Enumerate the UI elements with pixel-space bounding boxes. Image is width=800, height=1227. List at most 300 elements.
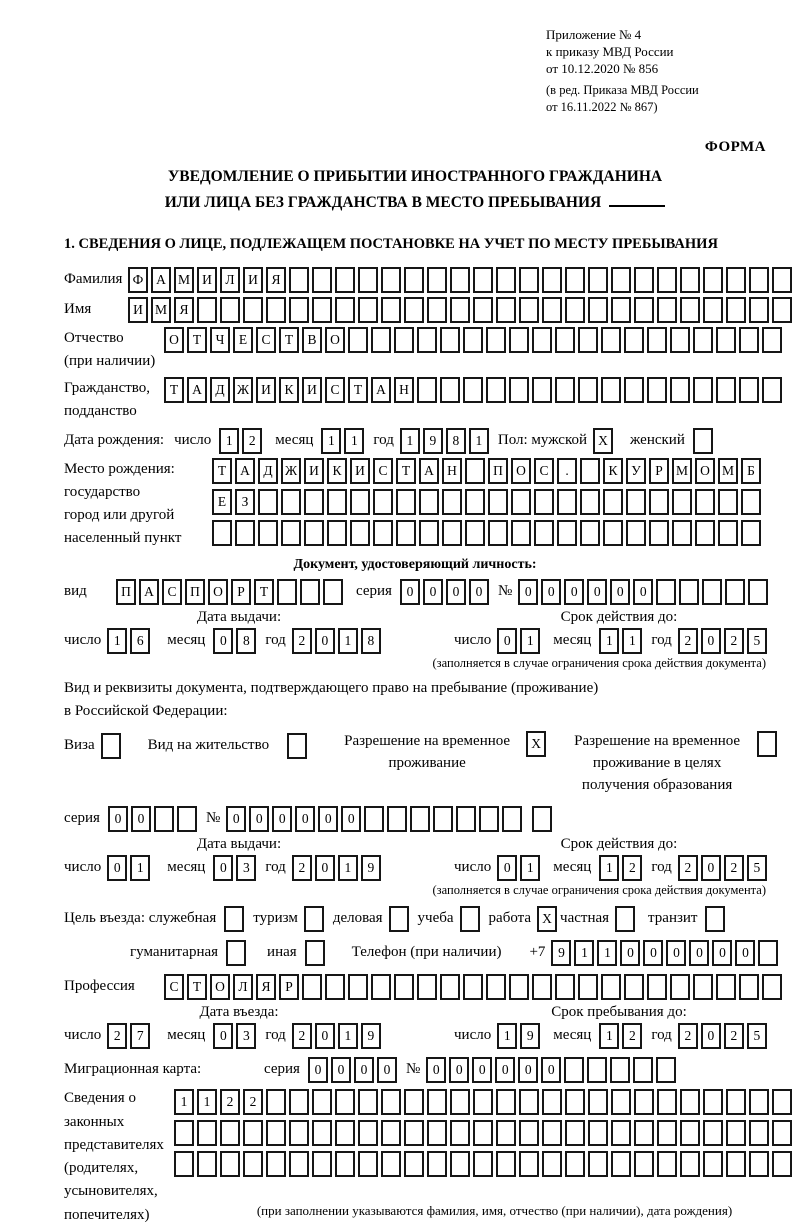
- char-cell[interactable]: П: [116, 579, 136, 605]
- char-cell[interactable]: [705, 906, 725, 932]
- char-cell[interactable]: 1: [338, 855, 358, 881]
- char-cell[interactable]: [450, 1089, 470, 1115]
- char-cell[interactable]: А: [235, 458, 255, 484]
- char-cell[interactable]: 1: [321, 428, 341, 454]
- char-cell[interactable]: 2: [622, 1023, 642, 1049]
- purpose-work-checkbox[interactable]: [537, 906, 560, 932]
- char-cell[interactable]: Я: [174, 297, 194, 323]
- char-cell[interactable]: [327, 520, 347, 546]
- char-cell[interactable]: [555, 327, 575, 353]
- char-cell[interactable]: М: [718, 458, 738, 484]
- char-cell[interactable]: [266, 297, 286, 323]
- char-cell[interactable]: Т: [212, 458, 232, 484]
- char-cell[interactable]: [304, 489, 324, 515]
- res-valid-month-input[interactable]: [599, 855, 645, 881]
- char-cell[interactable]: [419, 489, 439, 515]
- char-cell[interactable]: [532, 806, 552, 832]
- char-cell[interactable]: [532, 377, 552, 403]
- char-cell[interactable]: 9: [520, 1023, 540, 1049]
- char-cell[interactable]: [611, 1089, 631, 1115]
- char-cell[interactable]: 2: [622, 855, 642, 881]
- char-cell[interactable]: Т: [254, 579, 274, 605]
- surname-input[interactable]: [128, 267, 795, 293]
- char-cell[interactable]: 1: [174, 1089, 194, 1115]
- char-cell[interactable]: О: [210, 974, 230, 1000]
- char-cell[interactable]: М: [151, 297, 171, 323]
- char-cell[interactable]: 0: [315, 628, 335, 654]
- char-cell[interactable]: [634, 1151, 654, 1177]
- char-cell[interactable]: [302, 974, 322, 1000]
- char-cell[interactable]: [578, 327, 598, 353]
- char-cell[interactable]: [442, 520, 462, 546]
- char-cell[interactable]: А: [139, 579, 159, 605]
- char-cell[interactable]: 0: [701, 628, 721, 654]
- char-cell[interactable]: Я: [266, 267, 286, 293]
- char-cell[interactable]: 6: [130, 628, 150, 654]
- char-cell[interactable]: [281, 520, 301, 546]
- char-cell[interactable]: 9: [551, 940, 571, 966]
- char-cell[interactable]: [496, 1151, 516, 1177]
- doc-type-input[interactable]: [116, 579, 346, 605]
- char-cell[interactable]: [440, 974, 460, 1000]
- char-cell[interactable]: [726, 267, 746, 293]
- char-cell[interactable]: [427, 1151, 447, 1177]
- char-cell[interactable]: [703, 297, 723, 323]
- char-cell[interactable]: 9: [361, 855, 381, 881]
- char-cell[interactable]: [762, 377, 782, 403]
- char-cell[interactable]: [312, 267, 332, 293]
- char-cell[interactable]: А: [419, 458, 439, 484]
- char-cell[interactable]: 2: [724, 855, 744, 881]
- char-cell[interactable]: [656, 1057, 676, 1083]
- char-cell[interactable]: [647, 377, 667, 403]
- char-cell[interactable]: 1: [599, 855, 619, 881]
- char-cell[interactable]: [371, 974, 391, 1000]
- char-cell[interactable]: Б: [741, 458, 761, 484]
- char-cell[interactable]: 2: [107, 1023, 127, 1049]
- id-issue-year-input[interactable]: [292, 628, 384, 654]
- char-cell[interactable]: [427, 297, 447, 323]
- char-cell[interactable]: 2: [292, 1023, 312, 1049]
- char-cell[interactable]: [456, 806, 476, 832]
- char-cell[interactable]: [277, 579, 297, 605]
- char-cell[interactable]: [509, 377, 529, 403]
- char-cell[interactable]: [519, 1151, 539, 1177]
- char-cell[interactable]: [726, 1151, 746, 1177]
- char-cell[interactable]: 8: [361, 628, 381, 654]
- sex-male-checkbox[interactable]: [593, 428, 616, 454]
- char-cell[interactable]: [287, 733, 307, 759]
- char-cell[interactable]: [757, 731, 777, 757]
- char-cell[interactable]: [220, 1120, 240, 1146]
- char-cell[interactable]: [509, 974, 529, 1000]
- char-cell[interactable]: [335, 1089, 355, 1115]
- char-cell[interactable]: А: [371, 377, 391, 403]
- char-cell[interactable]: [381, 1120, 401, 1146]
- char-cell[interactable]: 0: [541, 1057, 561, 1083]
- id-valid-day-input[interactable]: [497, 628, 543, 654]
- char-cell[interactable]: [496, 1089, 516, 1115]
- char-cell[interactable]: [749, 1120, 769, 1146]
- profession-input[interactable]: [164, 974, 785, 1000]
- char-cell[interactable]: 0: [587, 579, 607, 605]
- char-cell[interactable]: [542, 1120, 562, 1146]
- char-cell[interactable]: [300, 579, 320, 605]
- char-cell[interactable]: 2: [678, 1023, 698, 1049]
- char-cell[interactable]: 1: [344, 428, 364, 454]
- char-cell[interactable]: Т: [187, 974, 207, 1000]
- stay-day-input[interactable]: [497, 1023, 543, 1049]
- char-cell[interactable]: [580, 520, 600, 546]
- char-cell[interactable]: А: [151, 267, 171, 293]
- char-cell[interactable]: 2: [678, 855, 698, 881]
- char-cell[interactable]: [404, 1120, 424, 1146]
- char-cell[interactable]: 0: [518, 1057, 538, 1083]
- char-cell[interactable]: 1: [107, 628, 127, 654]
- char-cell[interactable]: 0: [666, 940, 686, 966]
- purpose-private-checkbox[interactable]: [615, 906, 638, 932]
- char-cell[interactable]: [670, 327, 690, 353]
- char-cell[interactable]: [350, 489, 370, 515]
- char-cell[interactable]: [588, 1089, 608, 1115]
- char-cell[interactable]: 3: [236, 1023, 256, 1049]
- char-cell[interactable]: [502, 806, 522, 832]
- char-cell[interactable]: [542, 1089, 562, 1115]
- char-cell[interactable]: [657, 1151, 677, 1177]
- char-cell[interactable]: [532, 327, 552, 353]
- char-cell[interactable]: [588, 297, 608, 323]
- char-cell[interactable]: X: [537, 906, 557, 932]
- char-cell[interactable]: Т: [279, 327, 299, 353]
- char-cell[interactable]: 0: [272, 806, 292, 832]
- char-cell[interactable]: [657, 1089, 677, 1115]
- char-cell[interactable]: [450, 297, 470, 323]
- entry-month-input[interactable]: [213, 1023, 259, 1049]
- char-cell[interactable]: [716, 327, 736, 353]
- char-cell[interactable]: [496, 267, 516, 293]
- char-cell[interactable]: [580, 489, 600, 515]
- char-cell[interactable]: 2: [724, 628, 744, 654]
- char-cell[interactable]: [580, 458, 600, 484]
- char-cell[interactable]: 0: [213, 855, 233, 881]
- guardians-row3-input[interactable]: [174, 1151, 795, 1177]
- char-cell[interactable]: Е: [233, 327, 253, 353]
- char-cell[interactable]: [519, 297, 539, 323]
- char-cell[interactable]: [224, 906, 244, 932]
- char-cell[interactable]: [427, 1120, 447, 1146]
- char-cell[interactable]: И: [302, 377, 322, 403]
- char-cell[interactable]: Д: [210, 377, 230, 403]
- char-cell[interactable]: С: [164, 974, 184, 1000]
- char-cell[interactable]: [741, 489, 761, 515]
- char-cell[interactable]: 0: [620, 940, 640, 966]
- char-cell[interactable]: [486, 377, 506, 403]
- char-cell[interactable]: [312, 1120, 332, 1146]
- char-cell[interactable]: 5: [747, 855, 767, 881]
- char-cell[interactable]: [358, 1089, 378, 1115]
- char-cell[interactable]: [258, 520, 278, 546]
- char-cell[interactable]: [532, 974, 552, 1000]
- char-cell[interactable]: [427, 267, 447, 293]
- char-cell[interactable]: [312, 297, 332, 323]
- char-cell[interactable]: [463, 377, 483, 403]
- char-cell[interactable]: [534, 520, 554, 546]
- char-cell[interactable]: [557, 489, 577, 515]
- char-cell[interactable]: 0: [610, 579, 630, 605]
- char-cell[interactable]: Е: [212, 489, 232, 515]
- char-cell[interactable]: [649, 520, 669, 546]
- char-cell[interactable]: [381, 297, 401, 323]
- char-cell[interactable]: [440, 377, 460, 403]
- char-cell[interactable]: [587, 1057, 607, 1083]
- id-valid-year-input[interactable]: [678, 628, 770, 654]
- char-cell[interactable]: [633, 1057, 653, 1083]
- guardians-row1-input[interactable]: [174, 1089, 795, 1115]
- char-cell[interactable]: [634, 1089, 654, 1115]
- guardians-row2-input[interactable]: [174, 1120, 795, 1146]
- char-cell[interactable]: [404, 267, 424, 293]
- char-cell[interactable]: О: [164, 327, 184, 353]
- char-cell[interactable]: [289, 297, 309, 323]
- char-cell[interactable]: 5: [747, 628, 767, 654]
- citizenship-input[interactable]: [164, 377, 785, 403]
- char-cell[interactable]: X: [526, 731, 546, 757]
- char-cell[interactable]: С: [162, 579, 182, 605]
- char-cell[interactable]: [519, 1120, 539, 1146]
- char-cell[interactable]: [419, 520, 439, 546]
- char-cell[interactable]: [703, 1089, 723, 1115]
- char-cell[interactable]: [243, 1151, 263, 1177]
- char-cell[interactable]: 1: [197, 1089, 217, 1115]
- char-cell[interactable]: [266, 1120, 286, 1146]
- char-cell[interactable]: [647, 974, 667, 1000]
- char-cell[interactable]: [396, 489, 416, 515]
- char-cell[interactable]: 8: [236, 628, 256, 654]
- char-cell[interactable]: [358, 297, 378, 323]
- char-cell[interactable]: [762, 327, 782, 353]
- char-cell[interactable]: [534, 489, 554, 515]
- char-cell[interactable]: [634, 297, 654, 323]
- char-cell[interactable]: [772, 1151, 792, 1177]
- char-cell[interactable]: И: [350, 458, 370, 484]
- char-cell[interactable]: [739, 377, 759, 403]
- char-cell[interactable]: [680, 1151, 700, 1177]
- entry-year-input[interactable]: [292, 1023, 384, 1049]
- char-cell[interactable]: 0: [318, 806, 338, 832]
- char-cell[interactable]: [680, 1089, 700, 1115]
- char-cell[interactable]: 0: [541, 579, 561, 605]
- char-cell[interactable]: 0: [226, 806, 246, 832]
- char-cell[interactable]: С: [534, 458, 554, 484]
- char-cell[interactable]: [220, 297, 240, 323]
- char-cell[interactable]: [578, 377, 598, 403]
- char-cell[interactable]: [496, 297, 516, 323]
- char-cell[interactable]: [762, 974, 782, 1000]
- char-cell[interactable]: 1: [469, 428, 489, 454]
- char-cell[interactable]: [726, 1120, 746, 1146]
- char-cell[interactable]: [442, 489, 462, 515]
- char-cell[interactable]: [601, 377, 621, 403]
- char-cell[interactable]: 0: [426, 1057, 446, 1083]
- char-cell[interactable]: [364, 806, 384, 832]
- char-cell[interactable]: [649, 489, 669, 515]
- char-cell[interactable]: К: [603, 458, 623, 484]
- char-cell[interactable]: [197, 297, 217, 323]
- char-cell[interactable]: 0: [315, 1023, 335, 1049]
- char-cell[interactable]: [565, 1120, 585, 1146]
- char-cell[interactable]: 0: [518, 579, 538, 605]
- purpose-business-checkbox[interactable]: [389, 906, 412, 932]
- char-cell[interactable]: [748, 579, 768, 605]
- char-cell[interactable]: [624, 327, 644, 353]
- entry-day-input[interactable]: [107, 1023, 153, 1049]
- char-cell[interactable]: [565, 1151, 585, 1177]
- char-cell[interactable]: [634, 267, 654, 293]
- char-cell[interactable]: Р: [231, 579, 251, 605]
- doc-series-input[interactable]: [400, 579, 492, 605]
- char-cell[interactable]: 0: [495, 1057, 515, 1083]
- char-cell[interactable]: 1: [497, 1023, 517, 1049]
- char-cell[interactable]: [703, 1151, 723, 1177]
- char-cell[interactable]: [672, 520, 692, 546]
- char-cell[interactable]: [335, 1120, 355, 1146]
- char-cell[interactable]: У: [626, 458, 646, 484]
- char-cell[interactable]: [588, 1120, 608, 1146]
- char-cell[interactable]: [463, 974, 483, 1000]
- char-cell[interactable]: [473, 297, 493, 323]
- char-cell[interactable]: 0: [469, 579, 489, 605]
- char-cell[interactable]: [358, 267, 378, 293]
- char-cell[interactable]: [726, 1089, 746, 1115]
- char-cell[interactable]: [450, 1120, 470, 1146]
- char-cell[interactable]: 0: [643, 940, 663, 966]
- char-cell[interactable]: [624, 377, 644, 403]
- id-issue-day-input[interactable]: [107, 628, 153, 654]
- char-cell[interactable]: [465, 520, 485, 546]
- purpose-tourism-checkbox[interactable]: [304, 906, 327, 932]
- char-cell[interactable]: [670, 377, 690, 403]
- char-cell[interactable]: [289, 1089, 309, 1115]
- char-cell[interactable]: [305, 940, 325, 966]
- char-cell[interactable]: [323, 579, 343, 605]
- char-cell[interactable]: П: [185, 579, 205, 605]
- visa-checkbox[interactable]: [101, 731, 124, 759]
- char-cell[interactable]: Н: [442, 458, 462, 484]
- char-cell[interactable]: 0: [400, 579, 420, 605]
- res-issue-month-input[interactable]: [213, 855, 259, 881]
- char-cell[interactable]: И: [243, 267, 263, 293]
- char-cell[interactable]: [465, 489, 485, 515]
- char-cell[interactable]: Ж: [281, 458, 301, 484]
- char-cell[interactable]: [197, 1120, 217, 1146]
- char-cell[interactable]: [335, 297, 355, 323]
- char-cell[interactable]: [154, 806, 174, 832]
- char-cell[interactable]: 0: [331, 1057, 351, 1083]
- char-cell[interactable]: 0: [249, 806, 269, 832]
- char-cell[interactable]: С: [256, 327, 276, 353]
- char-cell[interactable]: [486, 974, 506, 1000]
- char-cell[interactable]: 9: [361, 1023, 381, 1049]
- char-cell[interactable]: 1: [597, 940, 617, 966]
- char-cell[interactable]: [394, 327, 414, 353]
- sex-female-checkbox[interactable]: [693, 428, 716, 454]
- char-cell[interactable]: [450, 267, 470, 293]
- char-cell[interactable]: [226, 940, 246, 966]
- char-cell[interactable]: 0: [689, 940, 709, 966]
- char-cell[interactable]: [488, 520, 508, 546]
- char-cell[interactable]: [716, 377, 736, 403]
- char-cell[interactable]: [394, 974, 414, 1000]
- char-cell[interactable]: [680, 267, 700, 293]
- char-cell[interactable]: [772, 1120, 792, 1146]
- char-cell[interactable]: В: [302, 327, 322, 353]
- char-cell[interactable]: [197, 1151, 217, 1177]
- stay-month-input[interactable]: [599, 1023, 645, 1049]
- char-cell[interactable]: [410, 806, 430, 832]
- char-cell[interactable]: [680, 297, 700, 323]
- char-cell[interactable]: [680, 1120, 700, 1146]
- migration-number-input[interactable]: [426, 1057, 679, 1083]
- char-cell[interactable]: [578, 974, 598, 1000]
- char-cell[interactable]: [565, 267, 585, 293]
- char-cell[interactable]: 2: [292, 855, 312, 881]
- char-cell[interactable]: 0: [423, 579, 443, 605]
- char-cell[interactable]: [312, 1151, 332, 1177]
- res-series-input[interactable]: [108, 806, 200, 832]
- char-cell[interactable]: [373, 520, 393, 546]
- char-cell[interactable]: [603, 489, 623, 515]
- doc-number-input[interactable]: [518, 579, 771, 605]
- char-cell[interactable]: 2: [292, 628, 312, 654]
- char-cell[interactable]: [304, 906, 324, 932]
- patronymic-input[interactable]: [164, 327, 785, 353]
- char-cell[interactable]: [473, 1151, 493, 1177]
- char-cell[interactable]: [693, 327, 713, 353]
- purpose-transit-checkbox[interactable]: [705, 906, 728, 932]
- char-cell[interactable]: [718, 520, 738, 546]
- char-cell[interactable]: Т: [396, 458, 416, 484]
- stay-year-input[interactable]: [678, 1023, 770, 1049]
- purpose-study-checkbox[interactable]: [460, 906, 483, 932]
- char-cell[interactable]: 0: [472, 1057, 492, 1083]
- char-cell[interactable]: [450, 1151, 470, 1177]
- char-cell[interactable]: 0: [131, 806, 151, 832]
- char-cell[interactable]: 0: [108, 806, 128, 832]
- char-cell[interactable]: [542, 267, 562, 293]
- char-cell[interactable]: 9: [423, 428, 443, 454]
- char-cell[interactable]: 1: [599, 1023, 619, 1049]
- char-cell[interactable]: [739, 327, 759, 353]
- birthplace-row3-input[interactable]: [212, 520, 764, 546]
- char-cell[interactable]: [496, 1120, 516, 1146]
- birthplace-row2-input[interactable]: [212, 489, 764, 515]
- temp-residence-edu-checkbox[interactable]: [757, 731, 780, 757]
- char-cell[interactable]: 3: [236, 855, 256, 881]
- char-cell[interactable]: .: [557, 458, 577, 484]
- char-cell[interactable]: [486, 327, 506, 353]
- char-cell[interactable]: М: [174, 267, 194, 293]
- char-cell[interactable]: 0: [735, 940, 755, 966]
- char-cell[interactable]: [634, 1120, 654, 1146]
- char-cell[interactable]: 0: [295, 806, 315, 832]
- char-cell[interactable]: Ф: [128, 267, 148, 293]
- char-cell[interactable]: [741, 520, 761, 546]
- char-cell[interactable]: [749, 1151, 769, 1177]
- temp-residence-checkbox[interactable]: [526, 731, 549, 757]
- char-cell[interactable]: 1: [622, 628, 642, 654]
- char-cell[interactable]: 5: [747, 1023, 767, 1049]
- char-cell[interactable]: [565, 297, 585, 323]
